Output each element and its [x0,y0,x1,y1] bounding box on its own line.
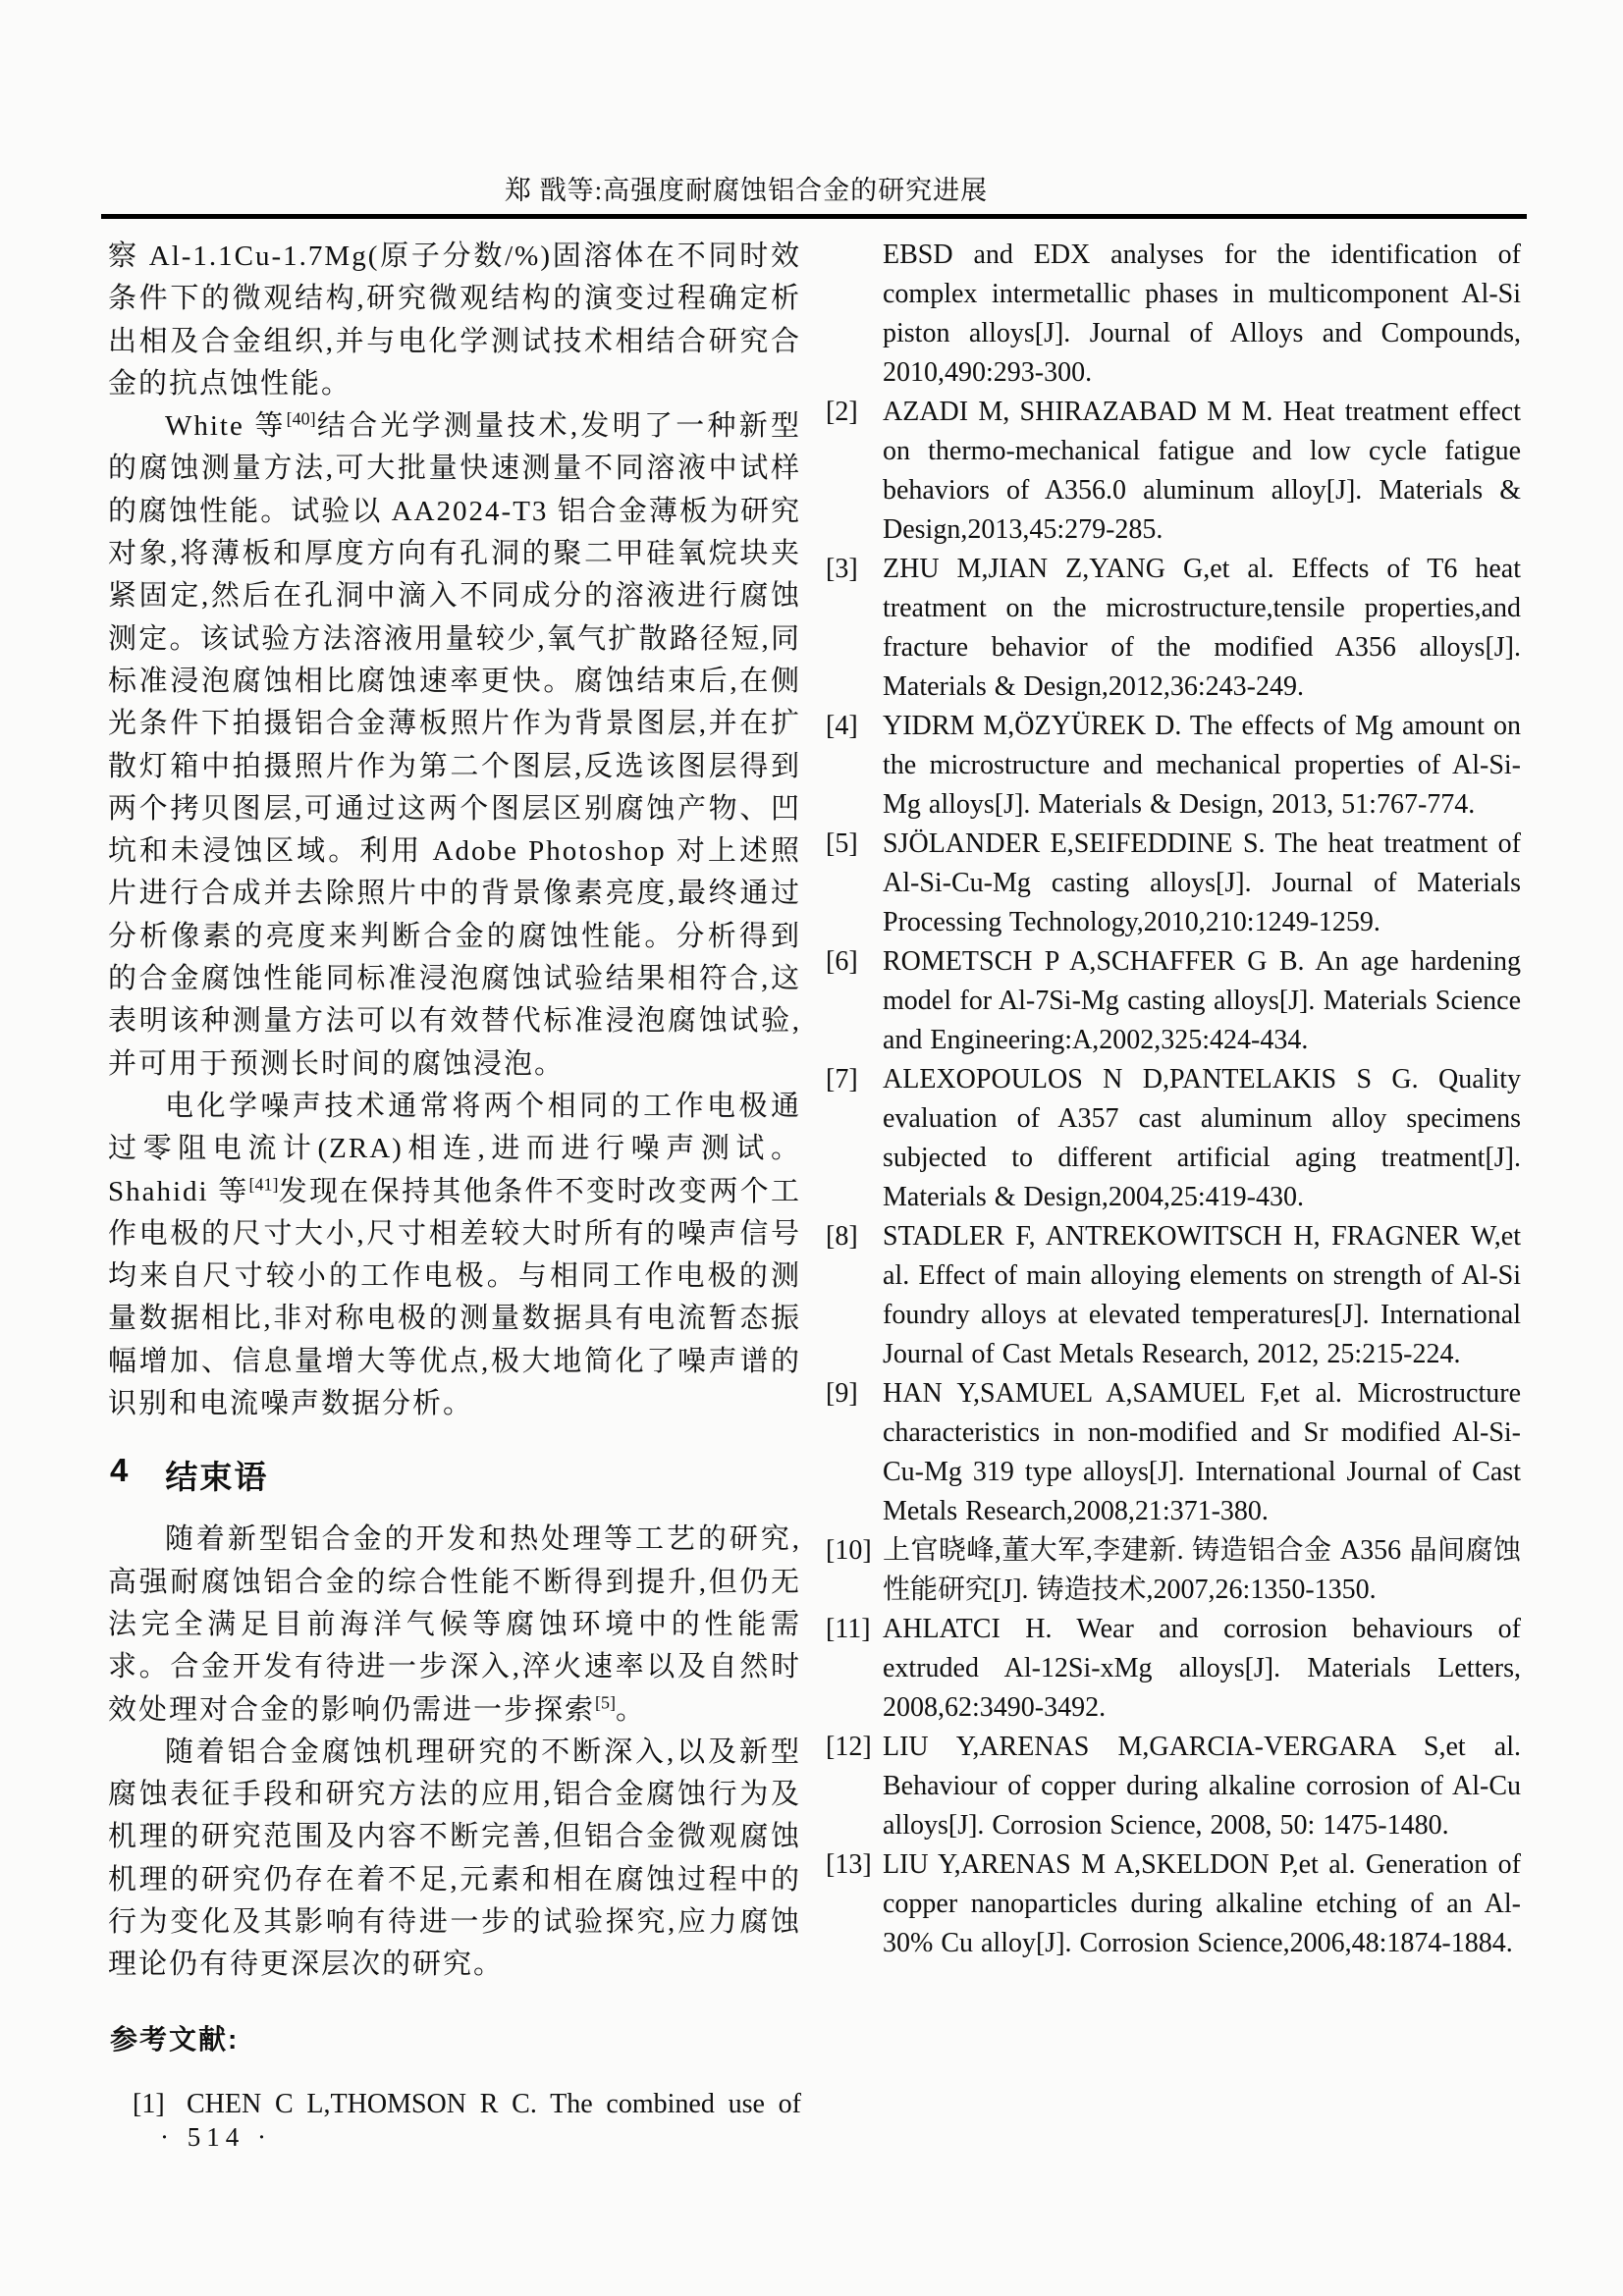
left-references [108,2085,801,2124]
reference-number: [11] [826,1614,871,1644]
paragraph [108,1519,801,1731]
paragraph-text: 随着铝合金腐蚀机理研究的不断深入,以及新型腐蚀表征手段和研究方法的应用,铝合金腐蚀行为及机理的研究范围及内容不断完善,但铝合金微观腐蚀机理的研究仍存在着不足,元素和相在腐蚀过程中的行为变化及其影响有待进一步的试验探究,应力腐蚀理论仍有待更深层次的研究。 [108,1735,801,1981]
paragraph [108,1086,801,1425]
page-number: · 514 · [160,2122,272,2152]
reference-item [826,825,1521,942]
section-heading [110,1452,801,1498]
reference-item [826,707,1521,825]
paragraph-text: 电化学噪声技术通常将两个相同的工作电极通过零阻电流计(ZRA)相连,进而进行噪声测试。Shahidi 等 [108,1090,801,1207]
paragraph-text: 发现在保持其他条件不变时改变两个工作电极的尺寸大小,尺寸相差较大时所有的噪声信号均来自尺寸较小的工作电极。与相同工作电极的测量数据相比,非对称电极的测量数据具有电流暂态振幅增加、信息量增大等优点,极大地简化了噪声谱的识别和电流噪声数据分析。 [108,1175,801,1420]
reference-text: LIU Y,ARENAS M,GARCIA-VERGARA S,et al. Behaviour of copper during alkaline corrosion of Al-Cu alloys[J]. Corrosion Science, 2008, 50: 1475-1480. [883,1732,1521,1841]
reference-item [108,2085,801,2124]
closing-paragraphs [108,1519,801,1986]
reference-text: ALEXOPOULOS N D,PANTELAKIS S G. Quality evaluation of A357 cast aluminum alloy specimens subjected to different artificial aging treatment[J]. Materials & Design,2004,25:419-430. [883,1064,1521,1212]
reference-text: STADLER F, ANTREKOWITSCH H, FRAGNER W,et al. Effect of main alloying elements on strength of Al-Si foundry alloys at elevated temperatures[J]. International Journal of Cast Metals Research, 2012, 25:215-224. [883,1221,1521,1369]
paragraph-text: 结合光学测量技术,发明了一种新型的腐蚀测量方法,可大批量快速测量不同溶液中试样的腐蚀性能。试验以 AA2024-T3 铝合金薄板为研究对象,将薄板和厚度方向有孔洞的聚二甲硅氧烷块夹紧固定,然后在孔洞中滴入不同成分的溶液进行腐蚀测定。该试验方法溶液用量较少,氧气扩散路径短,同标准浸泡腐蚀相比腐蚀速率更快。腐蚀结束后,在侧光条件下拍摄铝合金薄板照片作为背景图层,并在扩散灯箱中拍摄照片作为第二个图层,反选该图层得到两个拷贝图层,可通过这两个图层区别腐蚀产物、凹坑和未浸蚀区域。利用 Adobe Photoshop 对上述照片进行合成并去除照片中的背景像素亮度,最终通过分析像素的亮度来判断合金的腐蚀性能。分析得到的合金腐蚀性能同标准浸泡腐蚀试验结果相符合,这表明该种测量方法可以有效替代标准浸泡腐蚀试验,并可用于预测长时间的腐蚀浸泡。 [108,410,801,1080]
reference-item [826,1374,1521,1531]
right-column [826,236,1521,1963]
paragraph-text: 。 [615,1693,646,1726]
section-number: 4 [110,1452,131,1489]
paragraph [108,236,801,405]
reference-text: AZADI M, SHIRAZABAD M M. Heat treatment effect on thermo-mechanical fatigue and low cycle fatigue behaviors of A356.0 aluminum alloy[J]. Materials & Design,2013,45:279-285. [883,397,1521,545]
reference-number: [5] [826,828,858,859]
citation-superscript: [5] [595,1691,616,1712]
reference-item [826,236,1521,393]
paragraph [108,405,801,1086]
paragraph [108,1732,801,1987]
paragraph-text: 随着新型铝合金的开发和热处理等工艺的研究,高强耐腐蚀铝合金的综合性能不断得到提升,但仍无法完全满足目前海洋气候等腐蚀环境中的性能需求。合金开发有待进一步深入,淬火速率以及自然时效处理对合金的影响仍需进一步探索 [108,1523,801,1726]
reference-text: ROMETSCH P A,SCHAFFER G B. An age hardening model for Al-7Si-Mg casting alloys[J]. Materials Science and Engineering:A,2002,325:424-434. [883,946,1521,1055]
reference-number: [13] [826,1849,872,1880]
reference-text: LIU Y,ARENAS M A,SKELDON P,et al. Generation of copper nanoparticles during alkaline etching of an Al-30% Cu alloy[J]. Corrosion Science,2006,48:1874-1884. [883,1849,1521,1958]
right-references [826,236,1521,1963]
paragraph-text: White 等 [165,410,287,443]
citation-superscript: [41] [248,1173,279,1194]
reference-number: [9] [826,1378,858,1409]
reference-number [826,236,883,393]
reference-number: [3] [826,554,858,584]
reference-number: [2] [826,397,858,427]
reference-number: [8] [826,1221,858,1252]
reference-item [826,393,1521,550]
reference-text: EBSD and EDX analyses for the identification of complex intermetallic phases in multicomponent Al-Si piston alloys[J]. Journal of Alloys and Compounds, 2010,490:293-300. [883,240,1521,388]
reference-number: [6] [826,946,858,977]
reference-item [826,1217,1521,1374]
reference-item [826,1060,1521,1217]
reference-item [826,1610,1521,1728]
running-head: 郑 戬等:高强度耐腐蚀铝合金的研究进展 [504,176,989,205]
reference-number: [1] [133,2088,165,2119]
reference-item [826,1728,1521,1845]
reference-item [826,1845,1521,1963]
reference-text: 上官晓峰,董大军,李建新. 铸造铝合金 A356 晶间腐蚀性能研究[J]. 铸造技术,2007,26:1350-1350. [883,1535,1521,1605]
reference-text: ZHU M,JIAN Z,YANG G,et al. Effects of T6 heat treatment on the microstructure,tensile properties,and fracture behavior of the modified A356 alloys[J]. Materials & Design,2012,36:243-249. [883,554,1521,702]
reference-text: HAN Y,SAMUEL A,SAMUEL F,et al. Microstructure characteristics in non-modified and Sr modified Al-Si-Cu-Mg 319 type alloys[J]. International Journal of Cast Metals Research,2008,21:371-380. [883,1378,1521,1526]
reference-text: CHEN C L,THOMSON R C. The combined use of [187,2088,801,2119]
references-label: 参考文献: [110,2023,240,2055]
header-rule [101,214,1527,219]
reference-item [826,942,1521,1060]
paragraph-text: 察 Al-1.1Cu-1.7Mg(原子分数/%)固溶体在不同时效条件下的微观结构,研究微观结构的演变过程确定析出相及合金组织,并与电化学测试技术相结合研究合金的抗点蚀性能。 [108,240,801,400]
reference-number: [10] [826,1535,872,1566]
reference-text: YIDRM M,ÖZYÜREK D. The effects of Mg amount on the microstructure and mechanical properties of Al-Si-Mg alloys[J]. Materials & Design, 2013, 51:767-774. [883,711,1521,820]
reference-text: AHLATCI H. Wear and corrosion behaviours of extruded Al-12Si-xMg alloys[J]. Materials Letters, 2008,62:3490-3492. [883,1614,1521,1723]
left-column [108,236,801,2124]
section-title: 结束语 [165,1459,269,1496]
reference-number: [4] [826,711,858,741]
reference-item [826,550,1521,707]
reference-item [826,1531,1521,1610]
reference-number: [7] [826,1064,858,1095]
reference-number: [12] [826,1732,872,1762]
body-paragraphs [108,236,801,1425]
reference-text: SJÖLANDER E,SEIFEDDINE S. The heat treatment of Al-Si-Cu-Mg casting alloys[J]. Journal of Materials Processing Technology,2010,210:1249-1259. [883,828,1521,937]
citation-superscript: [40] [286,408,316,429]
